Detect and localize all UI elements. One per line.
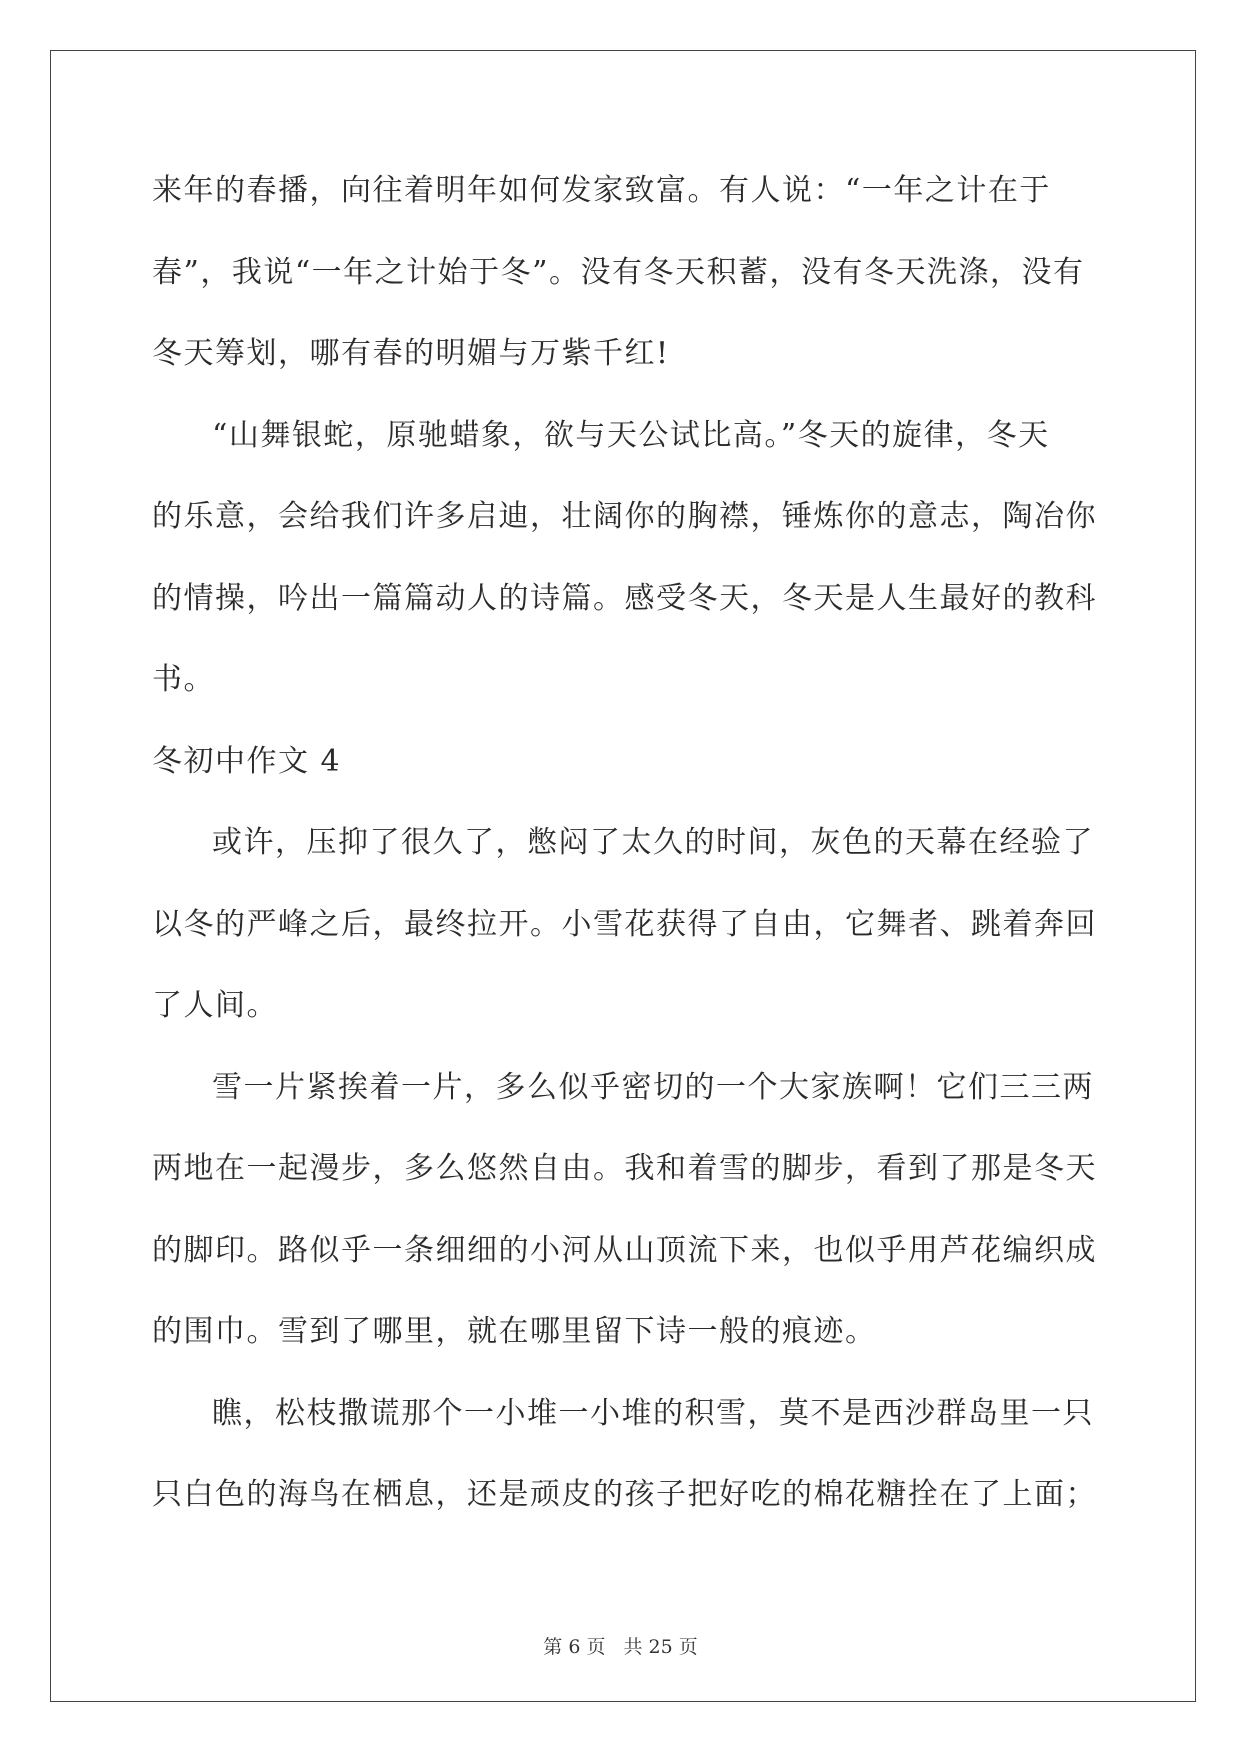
- page-number: 第 6 页: [543, 1636, 606, 1658]
- text-line: 的脚印。路似乎一条细细的小河从山顶流下来，也似乎用芦花编织成: [152, 1232, 1097, 1268]
- document-body: [152, 150, 1097, 1536]
- text-line: 春”，我说“一年之计始于冬”。没有冬天积蓄，没有冬天洗涤，没有: [152, 254, 1085, 290]
- text-line: 来年的春播，向往着明年如何发家致富。有人说：“一年之计在于: [152, 173, 1051, 208]
- section-heading: 冬初中作文 4: [152, 743, 342, 779]
- text-line: 以冬的严峰之后，最终拉开。小雪花获得了自由，它舞者、跳着奔回: [152, 906, 1097, 942]
- page-footer: [0, 1632, 1241, 1659]
- text-line: 或许，压抑了很久了，憋闷了太久的时间，灰色的天幕在经验了: [212, 825, 1094, 860]
- text-line: 瞧，松枝撒谎那个一小堆一小堆的积雪，莫不是西沙群岛里一只: [212, 1395, 1094, 1431]
- text-line: 的围巾。雪到了哪里，就在哪里留下诗一般的痕迹。: [152, 1314, 877, 1349]
- text-line: 雪一片紧挨着一片，多么似乎密切的一个大家族啊！它们三三两: [212, 1069, 1094, 1105]
- text-line: “山舞银蛇，原驰蜡象，欲与天公试比高。”冬天的旋律，冬天: [212, 417, 1050, 453]
- text-line: 的情操，吟出一篇篇动人的诗篇。感受冬天，冬天是人生最好的教科: [152, 580, 1097, 616]
- text-line: 了人间。: [152, 988, 278, 1023]
- text-line: 的乐意，会给我们许多启迪，壮阔你的胸襟，锤炼你的意志，陶冶你: [152, 499, 1097, 534]
- text-line: 两地在一起漫步，多么悠然自由。我和着雪的脚步，看到了那是冬天: [152, 1151, 1097, 1186]
- text-line: 冬天筹划，哪有春的明媚与万紫千红!: [152, 336, 670, 371]
- text-line: 书。: [152, 662, 215, 697]
- page-total: 共 25 页: [623, 1636, 698, 1658]
- text-line: 只白色的海鸟在栖息，还是顽皮的孩子把好吃的棉花糖拴在了上面；: [152, 1477, 1097, 1512]
